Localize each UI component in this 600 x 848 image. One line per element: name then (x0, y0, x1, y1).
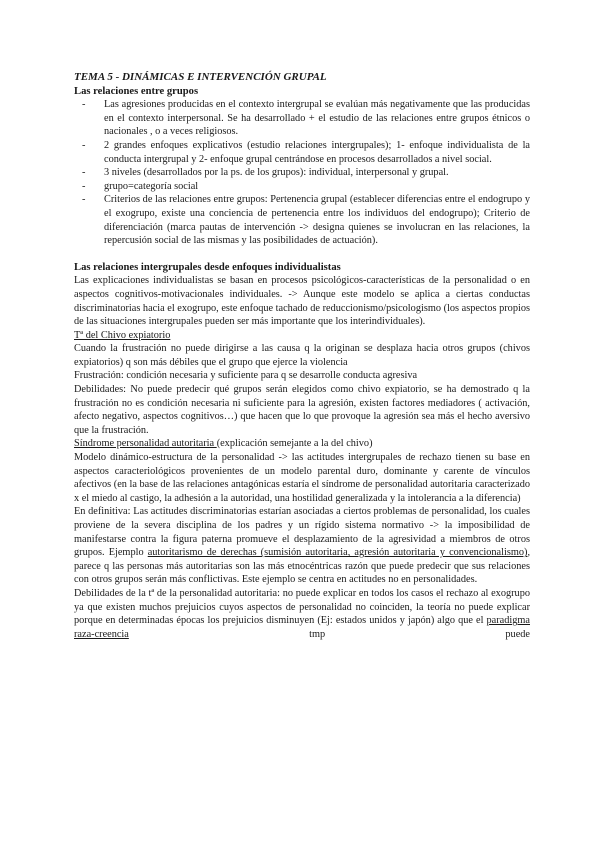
list-item: - 2 grandes enfoques explicativos (estudio relaciones intergrupales); 1- enfoque individualista de la conducta intergrupal y 2- enfoque grupal centrándose en procesos desarrollados a nivel social. (104, 139, 530, 166)
list-item: - grupo=categoría social (104, 180, 530, 194)
sindrome-subheading (74, 437, 530, 451)
chivo-debilidades: Debilidades: No puede predecir qué grupos serán elegidos como chivo expiatorio, se ha demostrado q la frustración no es condición necesaria ni suficiente para la agresión, existen factores mediadores ( activación, afecto negativo, aspectos cognitivos…) que hacen que lo que provoque la agresión sea más el hecho aversivo que la frustración. (74, 384, 530, 436)
section-heading-relaciones: Las relaciones entre grupos (74, 85, 199, 97)
underlined-phrase: paradigma raza-creencia (74, 615, 530, 640)
bullet-list (74, 98, 530, 248)
list-item: - 3 niveles (desarrollados por la ps. de los grupos): individual, interpersonal y grupal. (104, 166, 530, 180)
sindrome-paragraph: Modelo dinámico-estructura de la personalidad -> las actitudes intergrupales de rechazo tienen su base en aspectos caracteriológicos provenientes de un modelo parental duro, dominante y carente de vínculos afectivos (en la base de las relaciones antagónicas estaría el síndrome de personalidad autoritaria caracterizado x el miedo al castigo, la adhesión a la autoridad, una hostilidad generalizada y la intolerancia a la diferencia) (74, 452, 530, 504)
spacer (74, 248, 530, 261)
text-run: tmp puede (128, 628, 530, 640)
chivo-title: Tª del Chivo expiatorio (74, 329, 171, 341)
text-run: , parece q las personas más autoritarias son las más etnocéntricas razón que puede predecir que sus relaciones con otros grupos serán más conflictivas. Este ejemplo se centra en actitudes no en personalidades. (74, 547, 531, 586)
list-item: - Las agresiones producidas en el contexto intergrupal se evalúan más negativamente que las producidas en el contexto interpersonal. Se ha desarrollado + el estudio de las relaciones entre grupos étnicos o nacionales , o a veces religiosos. (104, 98, 530, 139)
document-title: TEMA 5 - DINÁMICAS E INTERVENCIÓN GRUPAL (74, 71, 327, 83)
section-heading-individualistas: Las relaciones intergrupales desde enfoques individualistas (74, 261, 341, 273)
text-run: Debilidades de la tª de la personalidad autoritaria: no puede explicar en todos los casos el rechazo al exogrupo ya que existen muchos prejuicios cuyos aspectos de personalidad no coinciden, la teoría no puede explicar porque en determinadas épocas los prejuicios disminuyen (Ej: estados unidos y japón) algo que el (74, 587, 530, 627)
underlined-phrase: autoritarismo de derechas (sumisión autoritaria, agresión autoritaria y convencionalismo) (147, 547, 528, 559)
chivo-subheading (74, 329, 530, 343)
document-page (74, 71, 530, 641)
intro-paragraph: Las explicaciones individualistas se basan en procesos psicológicos-características de la personalidad o en aspectos cognitivos-motivacionales individuales. -> Aunque este modelo se aplica a ciertas conductas discriminatorias hacia el exogrupo, este enfoque tachado de reduccionismo/psicologismo (los aspectos propios de las situaciones intergrupales pueden ser más importante que los interindividuales). (74, 275, 530, 328)
sindrome-debilidades (74, 587, 530, 641)
sindrome-title: Síndrome personalidad autoritaria (74, 438, 217, 450)
list-item: - Criterios de las relaciones entre grupos: Pertenencia grupal (establecer diferencias entre el endogrupo y el exogrupo, existe una conciencia de pertenencia entre los individuos del endogrupo); Criterio de diferenciación (marca pautas de intervención -> designa quienes se involucran en las relaciones, la repercusión social de las mismas y las posibilidades de actuación). (104, 193, 530, 247)
sindrome-definitiva (74, 505, 530, 587)
sindrome-title-note: (explicación semejante a la del chivo) (216, 438, 373, 450)
text-run: En definitiva: Las actitudes discriminatorias estarían asociadas a ciertos problemas de personalidad, los cuales proviene de la severa disciplina de los padres y un rígido sistema normativo -> la imposibilidad de manifestarse contra la figura paterna promueve el desplazamiento de la agresividad a miembros de otros grupos. Ejemplo (74, 506, 530, 559)
chivo-paragraph: Cuando la frustración no puede dirigirse a las causa q la originan se desplaza hacia otros grupos (chivos expiatorios) q son más débiles que el grupo que ejerce la violencia (74, 343, 530, 368)
chivo-paragraph: Frustración: condición necesaria y suficiente para q se desarrolle conducta agresiva (74, 370, 418, 382)
